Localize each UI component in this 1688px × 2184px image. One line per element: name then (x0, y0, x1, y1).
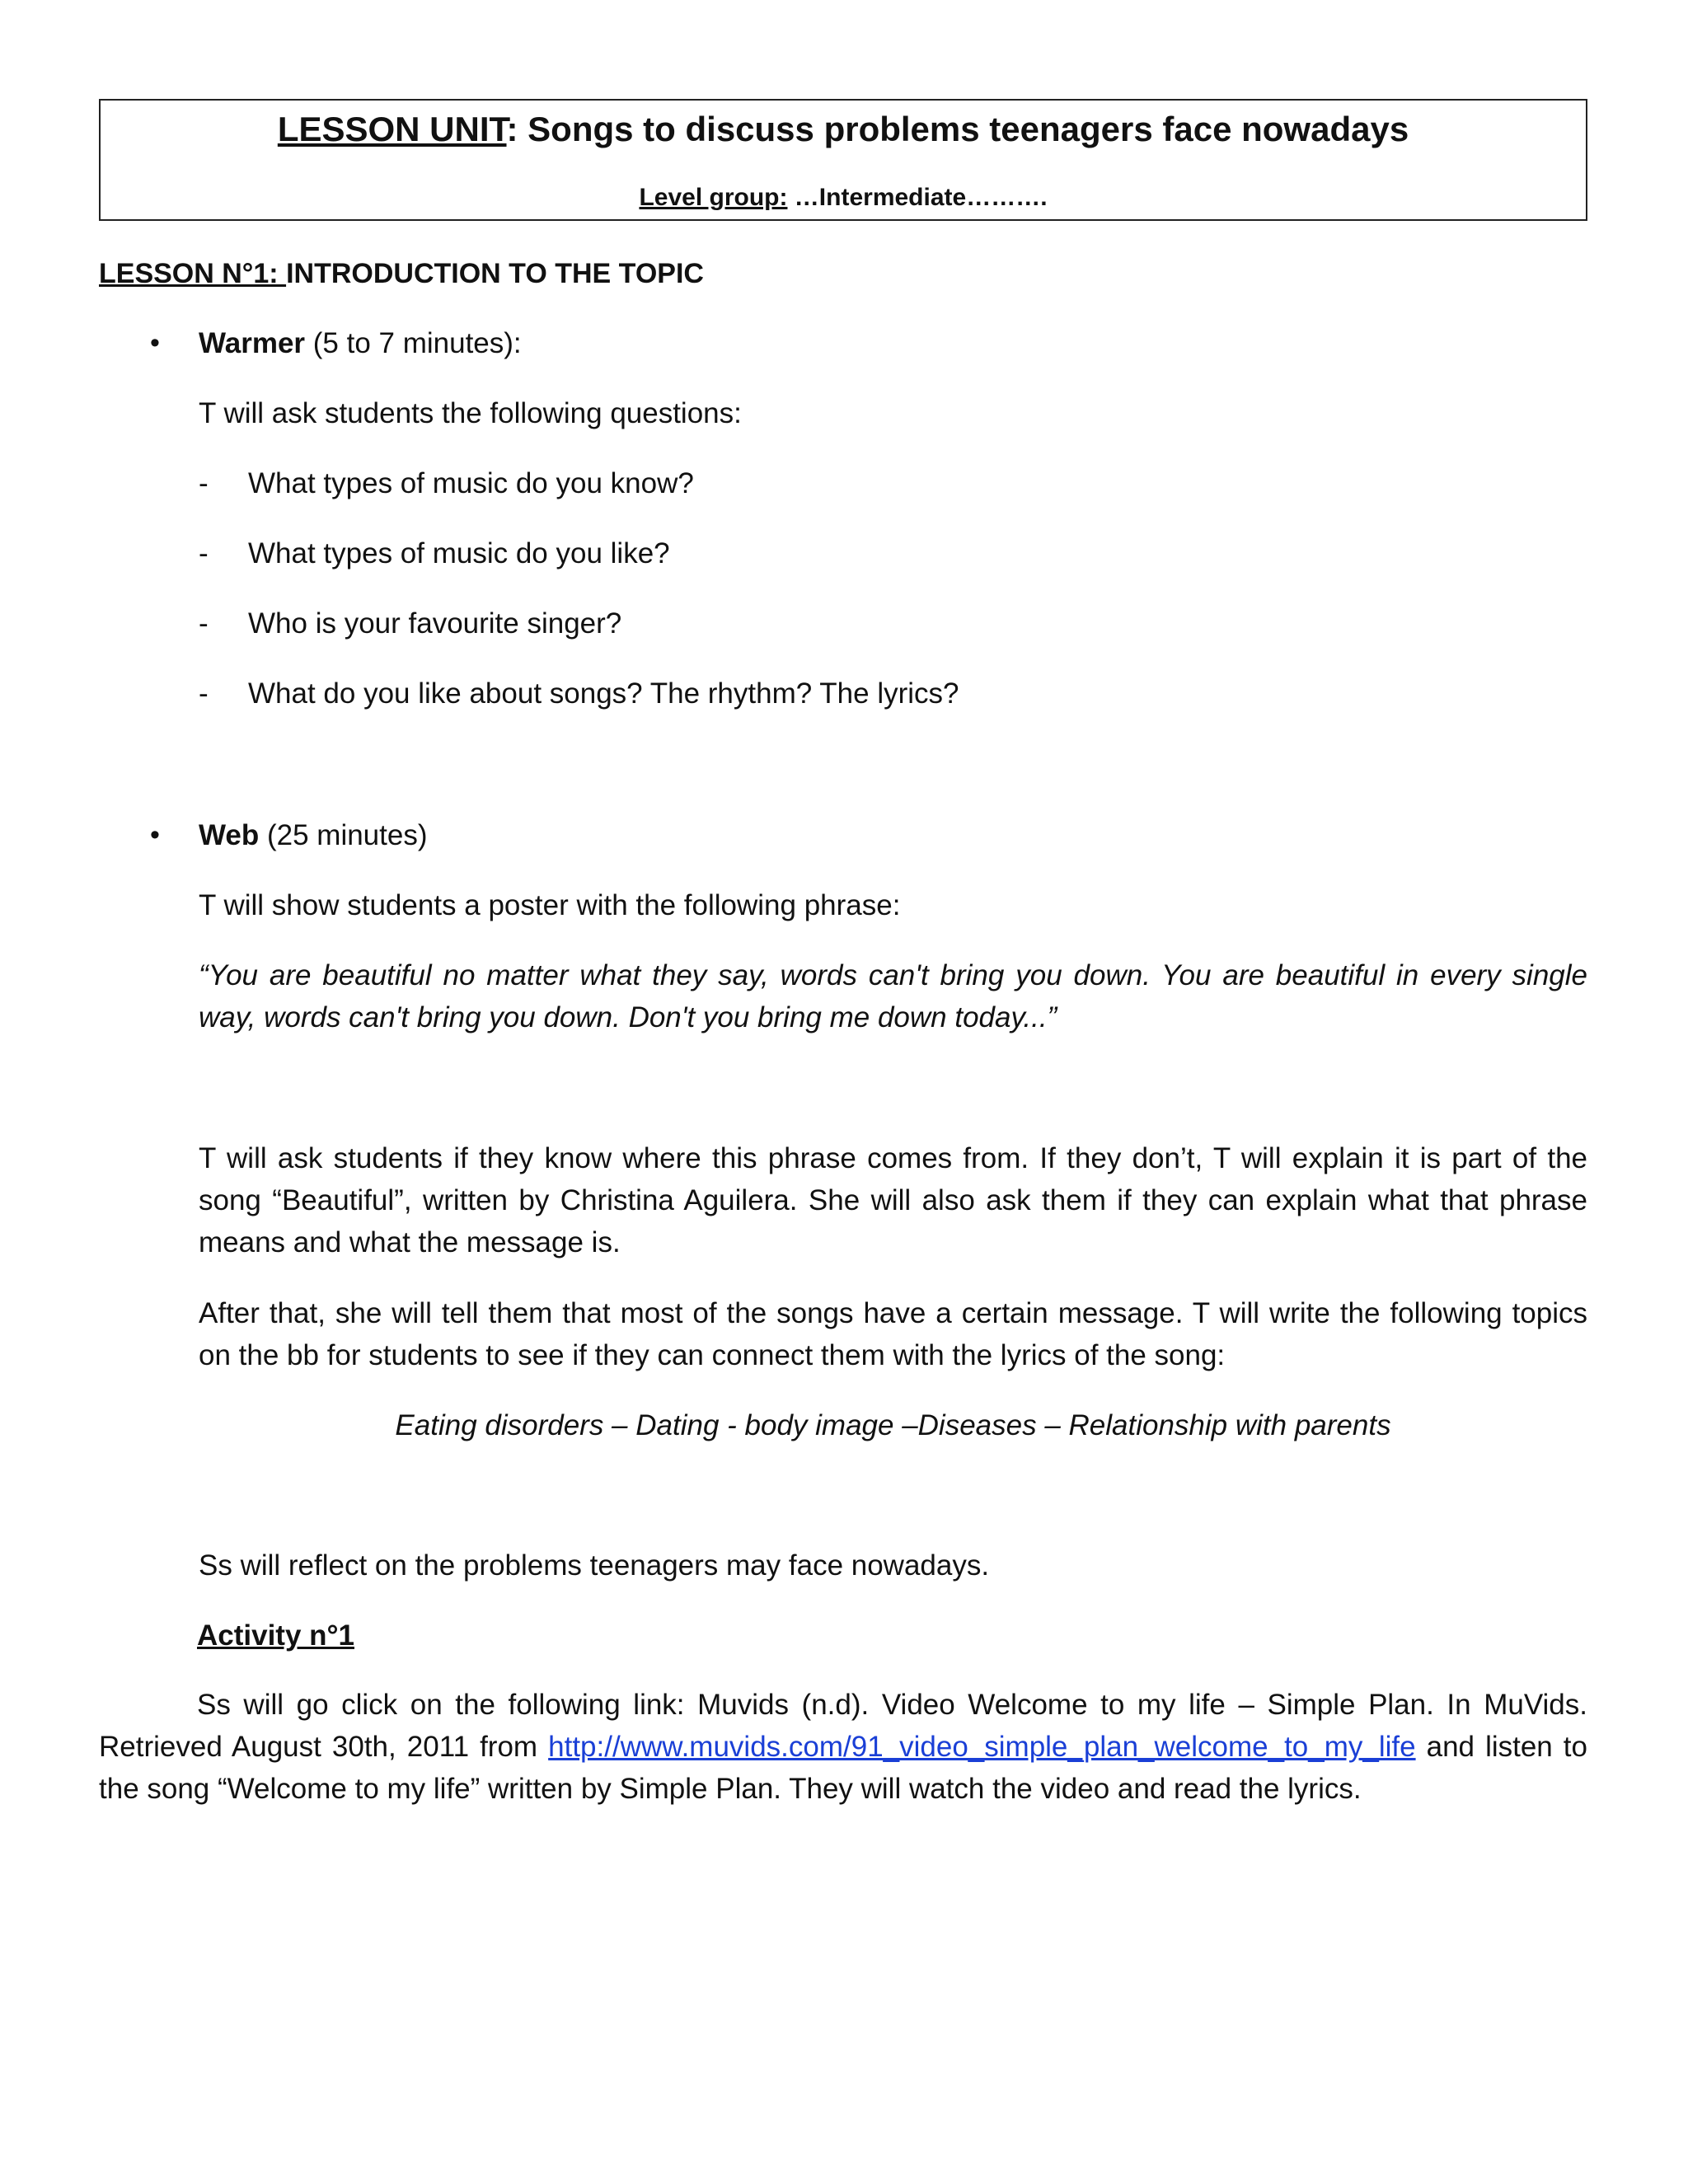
web-item (199, 814, 428, 856)
muvids-link[interactable]: http://www.muvids.com/91_video_simple_plan_welcome_to_my_life (548, 1731, 1416, 1763)
web-bullet: • (150, 819, 160, 851)
lesson-unit-title-rest: : Songs to discuss problems teenagers face nowadays (506, 110, 1409, 148)
warmer-duration: (5 to 7 minutes): (305, 327, 522, 359)
topics-line: Eating disorders – Dating - body image –Diseases – Relationship with parents (395, 1409, 1391, 1441)
lesson-heading-rest: INTRODUCTION TO THE TOPIC (286, 258, 704, 289)
question-item: What types of music do you know? (248, 467, 694, 499)
question-dash: - (199, 467, 209, 499)
lesson-unit-title (101, 105, 1586, 153)
activity-title: Activity n°1 (197, 1619, 354, 1652)
activity-text-after: and listen to the song “Welcome to my life” written by Simple Plan. They will watch the video and read the lyrics. (99, 1731, 1587, 1805)
question-item: Who is your favourite singer? (248, 607, 622, 640)
question-dash: - (199, 677, 209, 710)
activity-text-before: Ss will go click on the following link: Muvids (n.d). Video Welcome to my life – Simple Plan. In MuVids. Retrieved August 30th, 2011 from (99, 1689, 1587, 1763)
question-dash: - (199, 537, 209, 569)
message-paragraph: After that, she will tell them that most of the songs have a certain message. T will write the following topics on the bb for students to see if they can connect them with the lyrics of the song: (199, 1297, 1587, 1371)
activity-paragraph (99, 1684, 1587, 1810)
lesson-unit-header-box (99, 99, 1587, 221)
question-dash: - (199, 607, 209, 640)
web-duration: (25 minutes) (259, 819, 428, 851)
level-group-value: …Intermediate………. (787, 184, 1048, 211)
question-item: What do you like about songs? The rhythm? The lyrics? (248, 677, 959, 710)
lesson-heading-prefix: LESSON N°1: (99, 258, 287, 289)
web-intro: T will show students a poster with the following phrase: (199, 889, 901, 921)
question-item: What types of music do you like? (248, 537, 670, 569)
reflect-line: Ss will reflect on the problems teenagers may face nowadays. (199, 1549, 990, 1582)
warmer-label: Warmer (199, 327, 306, 359)
explanation-paragraph: T will ask students if they know where this phrase comes from. If they don’t, T will explain it is part of the song “Beautiful”, written by Christina Aguilera. She will also ask them if they can explain what that phrase means and what the message is. (199, 1142, 1587, 1258)
warmer-item (199, 322, 522, 364)
warmer-intro: T will ask students the following questions: (199, 397, 742, 429)
lesson-unit-title-prefix: LESSON UNIT (277, 110, 507, 148)
level-group (101, 181, 1586, 214)
web-label: Web (199, 819, 260, 851)
warmer-bullet: • (150, 327, 160, 359)
level-group-label: Level group: (639, 184, 788, 211)
quote-paragraph: “You are beautiful no matter what they say, words can't bring you down. You are beautiful in every single way, words can't bring you down. Don't you bring me down today...” (199, 959, 1587, 1033)
lesson-heading (99, 253, 704, 295)
